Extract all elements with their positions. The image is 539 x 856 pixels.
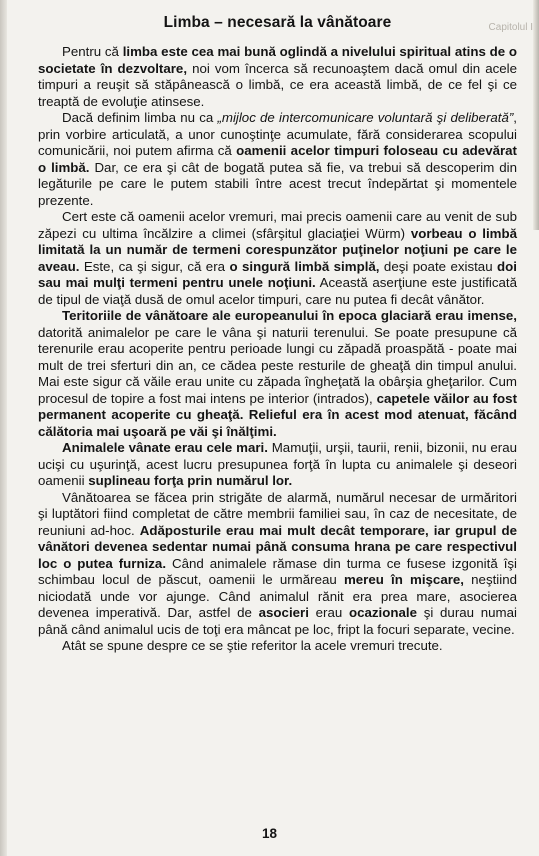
text-run: datorită animalelor pe care le vâna şi naturii terenului. Se poate presupune că terenurile erau acoperite pentru perioade lungi cu zăpadă proaspătă - poate mai mult de trei sferturi din an, ce cădea peste resturile de gheaţă din timpul anului. Mai este sigur că văile erau unite cu zăpada îngheţată la obârşia gheţarilor. Cum procesul de topire a fost mai intens pe interior (intrados), — [38, 324, 517, 406]
page-number: 18 — [261, 826, 278, 841]
text-run: Mamuţii, urşii, taurii, renii, bizonii, nu erau ucişi cu uşurinţă, acest lucru presupunea forţă în lupta cu animalele şi deseori oamenii — [38, 440, 517, 488]
text-run: şi durau numai până când animalul ucis de toţi era mâncat pe loc, fript la focuri separate, vecine. — [38, 605, 517, 637]
text-run: , prin vorbire articulată, a unor cunoştinţe acumulate, fără considerarea scopului comunicării, noi putem afirma că — [38, 110, 517, 158]
bold-text: Teritoriile de vânătoare ale europeanului în epoca glaciară erau imense, — [62, 308, 517, 323]
text-run: Pentru că — [62, 44, 123, 59]
bold-text: asocieri — [258, 605, 309, 620]
bold-text: suplineau forţa prin numărul lor. — [88, 473, 293, 488]
bold-text: capetele văilor au fost permanent acoperite cu gheaţă. Relieful era în acest mod atenuat, făcând călătoria mai uşoară pe văi şi înălţimi. — [38, 390, 517, 439]
bold-text: vorbeau o limbă limitată la un număr de termeni corespunzător puţinelor noţiuni pe care le aveau. — [38, 225, 517, 274]
text-run: Este, ca şi sigur, că era — [79, 258, 230, 274]
bold-text: oamenii acelor timpuri foloseau cu adevărat o limbă. — [38, 143, 517, 175]
text-run: noi vom încerca să recunoaştem dacă omul din acele timpuri a reuşit să stăpânească o limbă, ce era această limbă, de ce fel şi ce treaptă de evoluţie atinsese. — [38, 60, 517, 109]
text-run: Vânătoarea se făcea prin strigăte de alarmă, numărul necesar de urmăritori şi luptători fiind completat de către membrii familiei sau, în caz de necesitate, de reuniuni ad-hoc. — [38, 489, 517, 538]
bold-text: mereu în mişcare, — [343, 572, 464, 587]
bold-text: o singură limbă simplă, — [229, 258, 380, 274]
bold-text: ocazionale — [349, 605, 417, 620]
bold-text: Animalele vânate erau cele mari. — [62, 440, 268, 455]
page-shadow-left — [0, 0, 7, 856]
text-run: deşi poate existau — [379, 258, 498, 274]
paragraph — [38, 44, 517, 110]
text-run: Dacă definim limba nu ca — [62, 110, 218, 125]
text-run: Cert este că oamenii acelor vremuri, mai precis oamenii care au venit de sub zăpezi cu ultima încălzire a climei (sfârşitul glaciaţiei Würm) — [38, 209, 517, 241]
page-shadow-right — [533, 0, 539, 230]
chapter-title: Limba – necesară la vânătoare — [163, 14, 392, 31]
text-run: Dar, ce era şi cât de bogată putea să fie, va trebui să descoperim din legăturile pe care le putem stabili între acest trecut îndepărtat şi momentele prezente. — [38, 159, 517, 208]
bold-text: Adăposturile erau mai mult decât temporare, iar grupul de vânători devenea sedentar numai până consuma hrana pe care respectivul loc o putea furniza. — [38, 522, 517, 571]
paragraph — [38, 209, 517, 308]
italic-text: „mijloc de intercomunicare voluntară şi deliberată” — [217, 110, 514, 125]
text-run: Când animalele rămase din turma ce fusese izgonită îşi schimbau locul de păscut, oamenii le urmăreau — [38, 555, 517, 587]
text-run: Această aserţiune este justificată de tipul de viaţă dusă de omul acelor timpuri, care nu putea fi decât vânător. — [38, 275, 517, 307]
paragraph — [38, 308, 517, 440]
text-run: neştiind niciodată unde vor ajunge. Când animalul rănit era prea mare, asocierea devenea imperativă. Dar, astfel de — [38, 572, 517, 620]
paragraph — [38, 638, 517, 655]
paragraph — [38, 110, 517, 209]
body-text — [38, 44, 517, 655]
bold-text: limba este cea mai bună oglindă a nivelului spiritual atins de o societate în dezvoltare, — [38, 44, 518, 76]
bold-text: doi sau mai mulţi termeni pentru unele noţiuni. — [38, 258, 517, 290]
paragraph — [38, 490, 517, 639]
text-run: Atât se spune despre ce se ştie referitor la acele vremuri trecute. — [62, 638, 443, 653]
text-run: erau — [308, 605, 349, 620]
paragraph — [38, 440, 517, 490]
bleed-through-text: Capitolul I — [488, 22, 533, 33]
